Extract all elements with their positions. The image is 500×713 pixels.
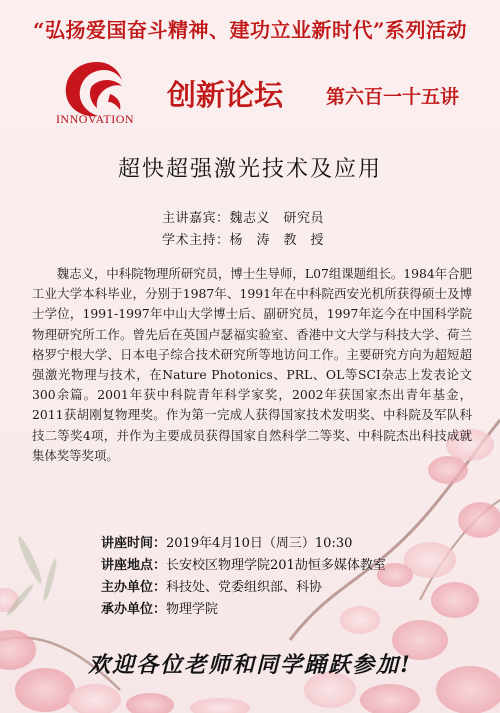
host-line: 学术主持：杨 涛 教 授 [162,233,325,248]
logo-text: INNOVATION [55,112,135,126]
welcome-message: 欢迎各位老师和同学踊跃参加! [88,652,412,678]
host-unit-label: 承办单位： [101,602,167,617]
lecture-place [101,557,386,575]
lecture-place-value: 长安校区物理学院201劼恒多媒体教室 [166,558,386,573]
lecture-title: 超快超强激光技术及应用 [117,157,382,182]
forum-name: 创新论坛 [167,78,284,112]
lecture-time [101,535,352,553]
organizer-label: 主办单位： [101,580,167,595]
host-unit [101,601,218,619]
host-unit-value: 物理学院 [166,602,219,617]
lecture-time-value: 2019年4月10日（周三）10:30 [166,536,353,551]
lecture-number: 第六百一十五讲 [326,86,460,108]
speaker-line: 主讲嘉宾：魏志义 研究员 [162,211,325,226]
series-title: “弘扬爱国奋斗精神、建功立业新时代”系列活动 [32,18,467,42]
speaker-bio: 魏志义，中科院物理所研究员，博士生导师，L07组课题组长。1984年合肥工业大学本科毕业，分别于1987年、1991年在中科院西安光机所获得硕士及博士学位，1991-1997年中山大学博士后、副研究员，1997年迄今在中国科学院物理研究所工作。曾先后在英国卢瑟福实验室、香港中文大学与科技大学、荷兰格罗宁根大学、日本电子综合技术研究所等地访问工作。主要研究方向为超短超强激光物理与技术，在Nature Photonics、PRL、OL等SCI杂志上发表论文300余篇。2001年获中科院青年科学家奖，2002年获国家杰出青年基金，2011获胡刚复物理奖。作为第一完成人获得国家技术发明奖、中科院及军队科技二等奖4项，并作为主要成员获得国家自然科学二等奖、中科院杰出科技成就集体奖等奖项。 [32,266,472,463]
organizer-value: 科技处、党委组织部、科协 [166,580,323,595]
organizer [101,579,322,597]
lecture-time-label: 讲座时间： [101,536,167,551]
lecture-place-label: 讲座地点： [101,558,167,573]
